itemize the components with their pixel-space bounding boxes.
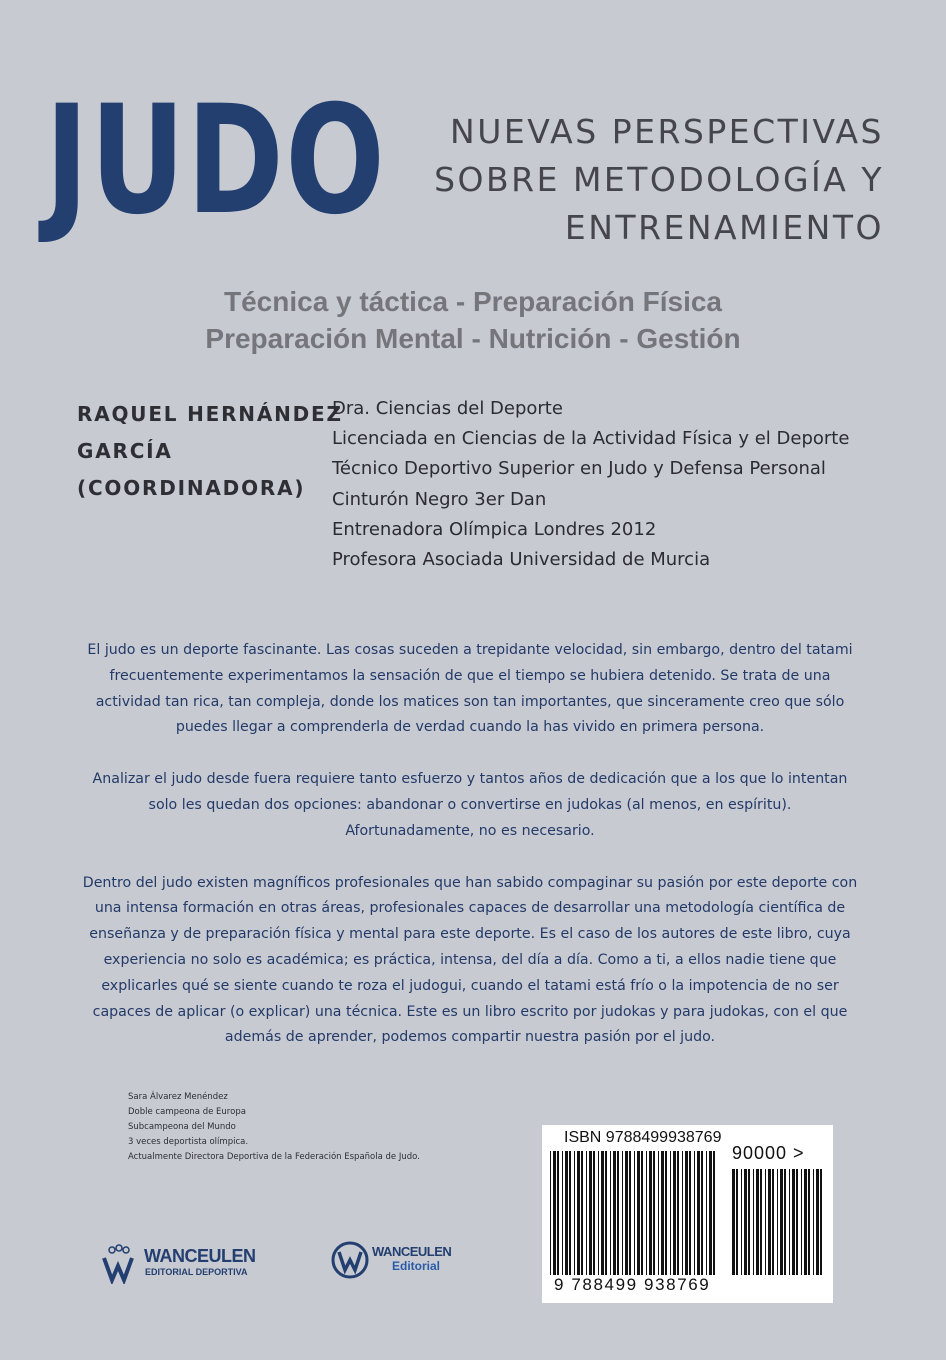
barcode-bar — [646, 1151, 647, 1275]
barcode-bar — [610, 1151, 611, 1275]
barcode-bar — [713, 1151, 715, 1275]
subtitle-line: SOBRE METODOLOGÍA Y — [434, 160, 884, 199]
credential-item: Licenciada en Ciencias de la Actividad Física y el Deporte — [332, 428, 850, 450]
barcode-bar — [581, 1151, 583, 1275]
credential-item: Dra. Ciencias del Deporte — [332, 398, 563, 419]
barcode-bar — [634, 1151, 635, 1275]
barcode-bar — [697, 1151, 700, 1275]
barcode-bar — [744, 1169, 747, 1275]
barcode-bar — [741, 1169, 742, 1275]
barcode-bar — [706, 1151, 707, 1275]
barcode-bar — [736, 1169, 738, 1275]
barcode-bar — [557, 1151, 559, 1275]
credential-item: Entrenadora Olímpica Londres 2012 — [332, 518, 657, 540]
author-credentials — [332, 394, 849, 575]
publisher-name: WANCEULEN — [144, 1246, 256, 1266]
credential-item: Técnico Deportivo Superior en Judo y Defensa Personal — [332, 458, 826, 480]
signature-line: 3 veces deportista olímpica. — [128, 1137, 249, 1147]
barcode-bar — [586, 1151, 587, 1275]
price-code: 90000 > — [732, 1143, 805, 1163]
blurb-paragraph: El judo es un deporte fascinante. Las cosas suceden a trepidante velocidad, sin embargo, dentro del tatami frecuentemente experimentamos la sensación de que el tiempo se hubiera detenido. Se trata de una actividad tan rica, tan compleja, donde los matices son tan importantes, que sinceramente creo que sólo puedes llegar a comprenderla de verdad cuando la has vivido en primera persona. — [87, 642, 853, 736]
blurb-paragraph: Dentro del judo existen magníficos profesionales que han sabido compaginar su pasión por este deporte con una intensa formación en otras áreas, profesionales capaces de desarrollar una metodología científica de enseñanza y de preparación física y mental para este deporte. Es el caso de los autores de este libro, cuya experiencia no solo es académica; es práctica, intensa, del día a día. Como a ti, a ellos nadie tiene que explicarles qué se siente cuando te roza el judogui, cuando el tatami está frío o la impotencia de no ser capaces de aplicar (o explicar) una técnica. Este es un libro escrito por judokas y para judokas, con el que además de aprender, podemos compartir nuestra pasión por el judo. — [82, 874, 858, 1046]
barcode-bar — [562, 1151, 563, 1275]
topics-line: Preparación Mental - Nutrición - Gestión — [205, 323, 741, 354]
publisher-tagline: Editorial — [392, 1259, 441, 1273]
barcode-bar — [601, 1151, 604, 1275]
wanceulen-emblem-icon — [102, 1244, 142, 1284]
subtitle-line: ENTRENAMIENTO — [564, 208, 884, 247]
barcode-bar — [792, 1169, 795, 1275]
barcode-bar — [622, 1151, 623, 1275]
subtitle-line: NUEVAS PERSPECTIVAS — [450, 112, 884, 151]
barcode-bar — [760, 1169, 762, 1275]
topics — [0, 283, 946, 357]
barcode-bar — [565, 1151, 568, 1275]
barcode-bar — [694, 1151, 695, 1275]
barcode-bar — [732, 1169, 735, 1275]
signature-line: Actualmente Directora Deportiva de la Federación Española de Judo. — [128, 1152, 420, 1162]
barcode-bar — [816, 1169, 819, 1275]
barcode-bar — [780, 1169, 783, 1275]
barcode-bar — [670, 1151, 671, 1275]
barcode-bar — [796, 1169, 798, 1275]
barcode-bar — [637, 1151, 640, 1275]
author-name — [77, 396, 343, 507]
wanceulen-circle-icon — [330, 1240, 370, 1280]
publisher-tagline: EDITORIAL DEPORTIVA — [145, 1267, 248, 1277]
author-line: GARCÍA — [77, 439, 173, 463]
barcode-bar — [658, 1151, 659, 1275]
barcode-bar — [820, 1169, 822, 1275]
barcode-bar — [685, 1151, 688, 1275]
barcode-bar — [665, 1151, 667, 1275]
barcode-bar — [808, 1169, 810, 1275]
credential-item: Profesora Asociada Universidad de Murcia — [332, 549, 711, 571]
barcode-bar — [577, 1151, 580, 1275]
barcode-bar — [701, 1151, 703, 1275]
barcode-bar — [629, 1151, 631, 1275]
signature-line: Doble campeona de Europa — [128, 1107, 246, 1117]
barcode-bar — [649, 1151, 652, 1275]
signature-line: Subcampeona del Mundo — [128, 1122, 236, 1132]
back-cover-blurb — [82, 638, 858, 1077]
isbn-digits: 9 788499 938769 — [554, 1275, 711, 1294]
topics-line: Técnica y táctica - Preparación Física — [223, 286, 722, 317]
publisher-name: WANCEULEN — [372, 1244, 452, 1259]
credential-item: Cinturón Negro 3er Dan — [332, 488, 547, 510]
barcode-bar — [772, 1169, 774, 1275]
barcode-bar — [777, 1169, 778, 1275]
barcode-bar — [804, 1169, 807, 1275]
author-line: (COORDINADORA) — [77, 476, 306, 500]
barcode-bar — [801, 1169, 802, 1275]
blurb-paragraph: Analizar el judo desde fuera requiere tanto esfuerzo y tantos años de dedicación que a los que lo intentan solo les quedan dos opciones: abandonar o convertirse en judokas (al menos, en espíritu). Afortunadamente, no es necesario. — [92, 771, 848, 839]
isbn-label: ISBN 9788499938769 — [564, 1129, 722, 1146]
barcode-bar — [569, 1151, 571, 1275]
barcode-bar — [784, 1169, 786, 1275]
barcode-bar — [593, 1151, 595, 1275]
barcode-bar — [598, 1151, 599, 1275]
barcode-bar — [641, 1151, 643, 1275]
signature-line: Sara Álvarez Menéndez — [128, 1092, 228, 1102]
barcode-bar — [756, 1169, 759, 1275]
barcode-bar — [553, 1151, 556, 1275]
barcode-bar — [677, 1151, 679, 1275]
barcode-bar — [768, 1169, 771, 1275]
barcode-bar — [574, 1151, 575, 1275]
cover-title: JUDO — [45, 74, 387, 248]
cover-subtitle — [434, 108, 884, 252]
barcode-bar — [753, 1169, 754, 1275]
barcode-bar — [653, 1151, 655, 1275]
blurb-signature — [128, 1090, 420, 1165]
barcode-bar — [605, 1151, 607, 1275]
barcode-bar — [709, 1151, 712, 1275]
barcode-bar — [550, 1151, 551, 1275]
barcode-bar — [765, 1169, 766, 1275]
barcode-bar — [589, 1151, 592, 1275]
barcode-bar — [682, 1151, 683, 1275]
barcode-bar — [625, 1151, 628, 1275]
barcode-bar — [789, 1169, 790, 1275]
isbn-barcode — [542, 1125, 833, 1303]
barcode-bar — [613, 1151, 616, 1275]
barcode-bar — [748, 1169, 750, 1275]
barcode-bar — [689, 1151, 691, 1275]
barcode-bar — [673, 1151, 676, 1275]
barcode-bar — [617, 1151, 619, 1275]
author-line: RAQUEL HERNÁNDEZ — [77, 402, 343, 426]
barcode-bar — [661, 1151, 664, 1275]
barcode-bar — [813, 1169, 814, 1275]
